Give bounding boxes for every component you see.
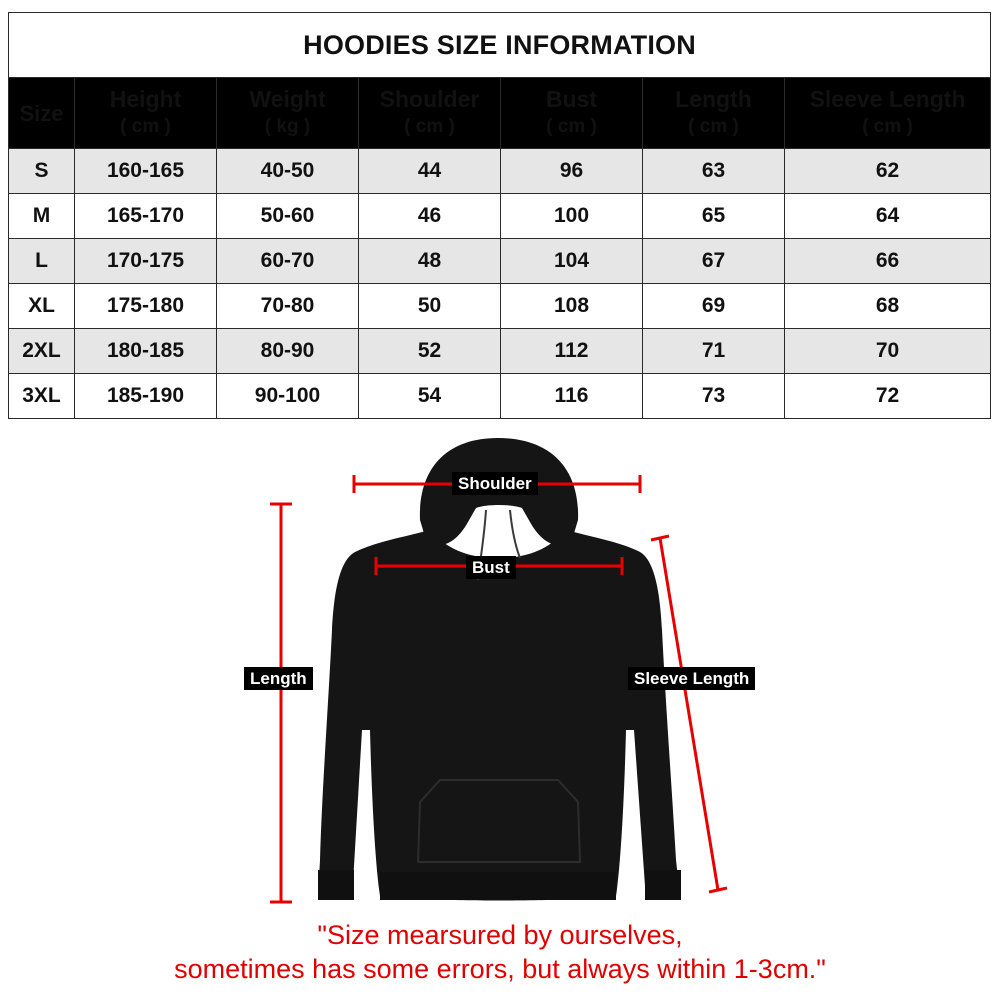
table-cell: 185-190 (75, 374, 217, 419)
table-row (9, 374, 991, 419)
column-header (359, 78, 501, 149)
column-header-label: Size (19, 100, 64, 126)
column-header (75, 78, 217, 149)
table-cell: 48 (359, 239, 501, 284)
table-cell: 175-180 (75, 284, 217, 329)
column-header-unit: ( cm ) (688, 116, 739, 137)
table-cell: 72 (785, 374, 991, 419)
table-cell: 170-175 (75, 239, 217, 284)
hoodie-right-cuff (645, 870, 681, 900)
table-cell: 108 (501, 284, 643, 329)
measurement-note-line1: "Size mearsured by ourselves, (317, 920, 683, 950)
table-cell: 71 (643, 329, 785, 374)
table-cell: 73 (643, 374, 785, 419)
table-cell: 68 (785, 284, 991, 329)
column-header-label: Sleeve Length (809, 86, 966, 112)
table-cell: 66 (785, 239, 991, 284)
hoodie-body (318, 530, 680, 901)
table-cell: 52 (359, 329, 501, 374)
table-cell: 69 (643, 284, 785, 329)
column-header-unit: ( cm ) (120, 116, 171, 137)
table-header-row (9, 78, 991, 149)
table-cell: 50-60 (217, 194, 359, 239)
table-cell: 63 (643, 149, 785, 194)
table-cell: 46 (359, 194, 501, 239)
table-cell: 54 (359, 374, 501, 419)
size-chart (8, 12, 990, 419)
table-row (9, 329, 991, 374)
table-cell: 116 (501, 374, 643, 419)
column-header (785, 78, 991, 149)
table-cell: 44 (359, 149, 501, 194)
column-header-unit: ( cm ) (546, 116, 597, 137)
table-body (9, 149, 991, 419)
size-cell: M (9, 194, 75, 239)
table-row (9, 149, 991, 194)
length-label: Length (244, 667, 313, 690)
table-cell: 67 (643, 239, 785, 284)
size-cell: S (9, 149, 75, 194)
table-cell: 65 (643, 194, 785, 239)
table-cell: 70-80 (217, 284, 359, 329)
hoodie-left-cuff (318, 870, 354, 900)
column-header (9, 78, 75, 149)
hoodie-waistband (380, 872, 616, 900)
table-row (9, 194, 991, 239)
size-cell: 2XL (9, 329, 75, 374)
table-cell: 70 (785, 329, 991, 374)
table-cell: 96 (501, 149, 643, 194)
column-header-label: Height (109, 86, 182, 112)
column-header-unit: ( kg ) (264, 116, 311, 137)
shoulder-label: Shoulder (452, 472, 538, 495)
column-header-unit: ( cm ) (404, 116, 455, 137)
hoodie-illustration (0, 430, 1000, 1000)
table-cell: 40-50 (217, 149, 359, 194)
size-cell: L (9, 239, 75, 284)
table-cell: 64 (785, 194, 991, 239)
size-cell: 3XL (9, 374, 75, 419)
table-row (9, 284, 991, 329)
column-header (217, 78, 359, 149)
bust-label: Bust (466, 556, 516, 579)
measurement-note-line2: sometimes has some errors, but always within 1-3cm." (174, 954, 826, 984)
table-cell: 180-185 (75, 329, 217, 374)
hoodie-diagram (0, 430, 1000, 1000)
table-cell: 62 (785, 149, 991, 194)
column-header-label: Length (675, 86, 752, 112)
table-cell: 60-70 (217, 239, 359, 284)
column-header-label: Shoulder (379, 86, 480, 112)
table-cell: 90-100 (217, 374, 359, 419)
column-header-label: Bust (545, 86, 598, 112)
table-cell: 100 (501, 194, 643, 239)
sleeve-length-label: Sleeve Length (628, 667, 755, 690)
table-cell: 50 (359, 284, 501, 329)
table-cell: 104 (501, 239, 643, 284)
table-row (9, 239, 991, 284)
table-cell: 112 (501, 329, 643, 374)
table-title: HOODIES SIZE INFORMATION (9, 13, 991, 78)
size-cell: XL (9, 284, 75, 329)
table-cell: 160-165 (75, 149, 217, 194)
column-header (643, 78, 785, 149)
column-header-unit: ( cm ) (862, 116, 913, 137)
table-cell: 80-90 (217, 329, 359, 374)
column-header-label: Weight (249, 86, 326, 112)
hoodie-drawstring-right (510, 510, 520, 558)
column-header (501, 78, 643, 149)
size-table (8, 12, 991, 419)
table-cell: 165-170 (75, 194, 217, 239)
